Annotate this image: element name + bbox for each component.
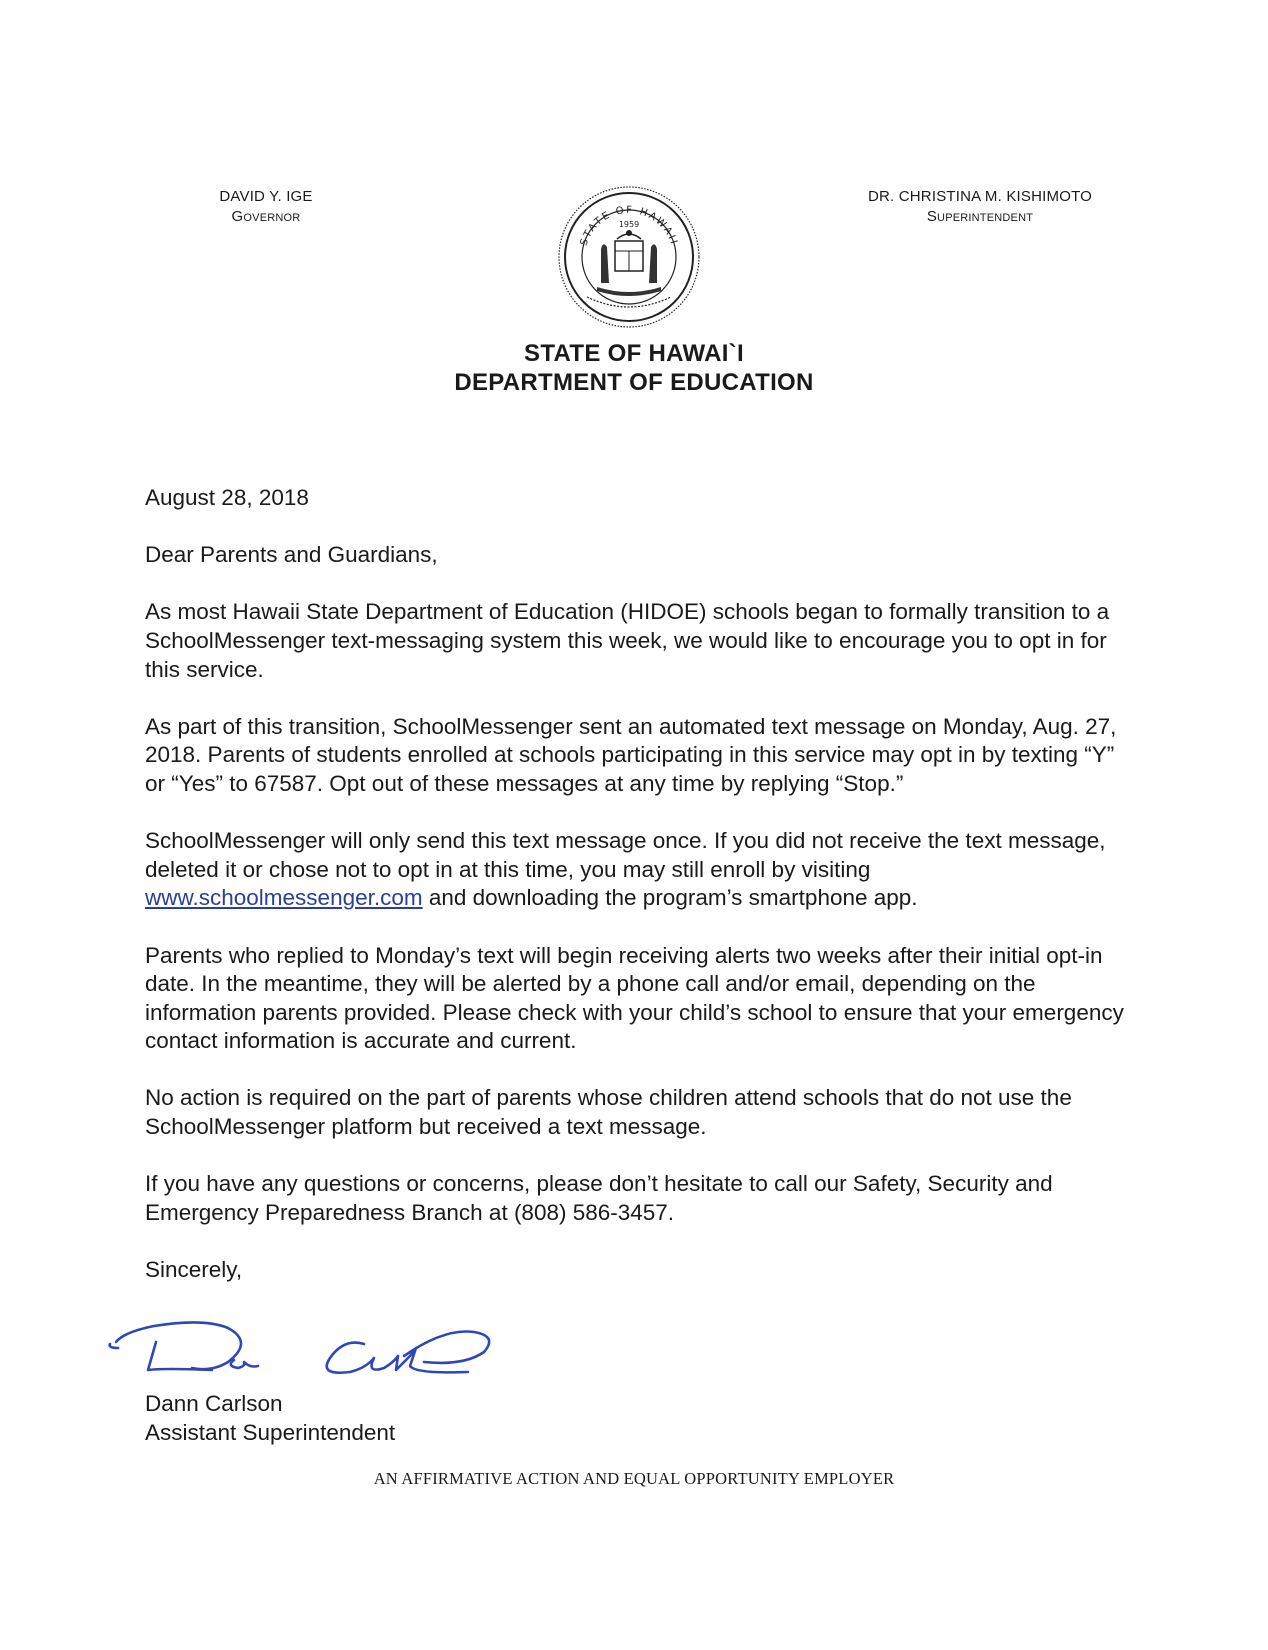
superintendent-name: DR. CHRISTINA M. KISHIMOTO bbox=[867, 188, 1093, 205]
paragraph-4: Parents who replied to Monday’s text will begin receiving alerts two weeks after their initial opt-in date. In the meantime, they will be alerted by a phone call and/or email, depending on the information parents provided. Please check with your child’s school to ensure that your emergency contact information is accurate and current. bbox=[145, 942, 1124, 1054]
schoolmessenger-link[interactable]: www.schoolmessenger.com bbox=[145, 885, 423, 911]
signature-image bbox=[104, 1318, 494, 1392]
department-heading bbox=[0, 339, 1268, 397]
signer-title: Assistant Superintendent bbox=[145, 1419, 396, 1445]
footer-eeo: AN AFFIRMATIVE ACTION AND EQUAL OPPORTUNITY EMPLOYER bbox=[373, 1469, 895, 1488]
state-line: STATE OF HAWAI`I bbox=[524, 340, 744, 367]
letter-date: August 28, 2018 bbox=[145, 485, 309, 510]
superintendent-title: Superintendent bbox=[926, 208, 1034, 225]
paragraph-2: As part of this transition, SchoolMessenger sent an automated text message on Monday, Aug. 27, 2018. Parents of students enrolled at schools participating in this service may opt in by texting “Y” or “Yes” to 67587. Opt out of these messages at any time by replying “Stop.” bbox=[145, 713, 1117, 796]
paragraph-3-before: SchoolMessenger will only send this text message once. If you did not receive the text message, deleted it or chose not to opt in at this time, you may still enroll by visiting bbox=[145, 828, 1106, 882]
salutation: Dear Parents and Guardians, bbox=[145, 542, 438, 568]
paragraph-1: As most Hawaii State Department of Education (HIDOE) schools began to formally transition to a SchoolMessenger text-messaging system this week, we would like to encourage you to opt in for this service. bbox=[145, 599, 1110, 682]
department-line: DEPARTMENT OF EDUCATION bbox=[454, 369, 814, 396]
paragraph-3 bbox=[145, 827, 1125, 913]
state-seal-icon bbox=[557, 185, 701, 329]
governor-name: DAVID Y. IGE bbox=[219, 188, 313, 205]
paragraph-6: If you have any questions or concerns, please don’t hesitate to call our Safety, Security and Emergency Preparedness Branch at (808) 586-3457. bbox=[145, 1171, 1053, 1225]
closing: Sincerely, bbox=[145, 1257, 243, 1283]
governor-block bbox=[196, 187, 336, 227]
signer-name: Dann Carlson bbox=[145, 1391, 283, 1416]
paragraph-3-after: and downloading the program’s smartphone app. bbox=[422, 885, 918, 911]
seal-arc-text: STATE OF HAWAII bbox=[578, 204, 680, 248]
letter-body bbox=[145, 484, 1125, 1313]
seal-year: 1959 bbox=[618, 220, 640, 229]
paragraph-5: No action is required on the part of parents whose children attend schools that do not use the SchoolMessenger platform but received a text message. bbox=[145, 1085, 1072, 1140]
signer-block bbox=[145, 1390, 395, 1447]
superintendent-block bbox=[840, 187, 1120, 227]
governor-title: Governor bbox=[231, 208, 301, 225]
